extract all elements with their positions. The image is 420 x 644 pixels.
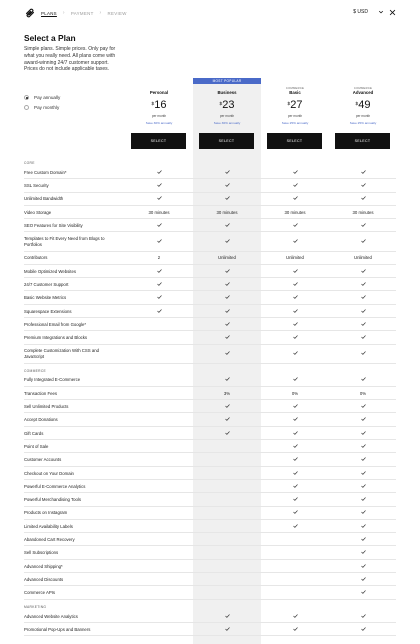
- feature-name: SSL Security: [24, 183, 49, 189]
- plan-name: Business: [217, 90, 237, 95]
- checkmark-icon: [193, 351, 261, 356]
- feature-name: Transaction Fees: [24, 390, 58, 396]
- feature-name: Sell Unlimited Products: [24, 404, 69, 410]
- checkmark-icon: [329, 282, 397, 287]
- feature-row: [24, 623, 396, 636]
- checkmark-icon: [261, 223, 329, 228]
- checkmark-icon: [329, 223, 397, 228]
- feature-row: [24, 493, 396, 506]
- billing-option-monthly[interactable]: [24, 102, 60, 112]
- feature-name: Accept Donations: [24, 417, 58, 423]
- plan-name: Advanced: [352, 90, 374, 95]
- checkmark-icon: [193, 322, 261, 327]
- feature-name: Advanced Shipping*: [24, 563, 63, 569]
- checkmark-icon: [193, 223, 261, 228]
- checkmark-icon: [193, 404, 261, 409]
- checkmark-icon: [261, 431, 329, 436]
- feature-name: Contributors: [24, 255, 48, 261]
- feature-value: 30 minutes: [352, 209, 374, 215]
- checkmark-icon: [329, 239, 397, 244]
- checkmark-icon: [329, 457, 397, 462]
- checkmark-icon: [261, 335, 329, 340]
- feature-value: 30 minutes: [284, 209, 306, 215]
- billing-option-annually[interactable]: [24, 92, 60, 102]
- price-amount: 49: [358, 99, 371, 111]
- checkmark-icon: [329, 614, 397, 619]
- currency-selector[interactable]: [353, 9, 384, 15]
- checkmark-icon: [329, 377, 397, 382]
- checkmark-icon: [329, 309, 397, 314]
- feature-name: 24/7 Customer Support: [24, 281, 69, 287]
- price-period: per month: [287, 114, 303, 118]
- billing-option-label: Pay annually: [34, 94, 61, 100]
- checkmark-icon: [261, 627, 329, 632]
- checkmark-icon: [329, 295, 397, 300]
- feature-row: [24, 206, 396, 219]
- feature-value: 2: [157, 255, 161, 261]
- checkmark-icon: [329, 537, 397, 542]
- feature-row: [24, 427, 396, 440]
- billing-toggle: [24, 92, 60, 112]
- feature-name: Checkout on Your Domain: [24, 470, 74, 476]
- feature-name: Gift Cards: [24, 430, 44, 436]
- checkmark-icon: [261, 417, 329, 422]
- feature-value: Unlimited: [286, 255, 304, 261]
- feature-row: [24, 305, 396, 318]
- price-period: per month: [151, 114, 167, 118]
- checkmark-icon: [261, 457, 329, 462]
- checkmark-icon: [125, 295, 193, 300]
- feature-row: [24, 586, 396, 599]
- checkmark-icon: [193, 377, 261, 382]
- select-personal-button[interactable]: SELECT: [131, 133, 186, 149]
- page-description: Simple plans. Simple prices. Only pay for what you really need. All plans come with award-winning 24/7 customer support. Prices do not include applicable taxes.: [24, 46, 116, 73]
- feature-row: [24, 233, 396, 252]
- feature-value: 0%: [359, 390, 367, 396]
- feature-row: [24, 507, 396, 520]
- checkmark-icon: [193, 309, 261, 314]
- checkmark-icon: [261, 183, 329, 188]
- feature-row: [24, 278, 396, 291]
- checkmark-icon: [261, 196, 329, 201]
- checkmark-icon: [261, 377, 329, 382]
- checkmark-icon: [261, 269, 329, 274]
- plan-name: Basic: [289, 90, 301, 95]
- select-business-button[interactable]: SELECT: [199, 133, 254, 149]
- plan-price: [125, 100, 193, 113]
- checkmark-icon: [261, 510, 329, 515]
- section-label: MARKETING: [24, 604, 47, 609]
- checkmark-icon: [329, 471, 397, 476]
- feature-row: [24, 480, 396, 493]
- feature-name: Basic Website Metrics: [24, 295, 67, 301]
- feature-row: [24, 547, 396, 560]
- checkmark-icon: [329, 497, 397, 502]
- feature-row: [24, 520, 396, 533]
- annual-savings: Save 30% annually: [145, 121, 173, 125]
- feature-name: Powerful Merchandising Tools: [24, 497, 82, 503]
- checkmark-icon: [329, 564, 397, 569]
- step-payment: PAYMENT: [70, 10, 94, 16]
- feature-name: Unlimited Bandwidth: [24, 196, 64, 202]
- feature-name: Complete Customization With CSS and JavaScript: [24, 348, 99, 360]
- section-label: COMMERCE: [24, 368, 46, 373]
- checkmark-icon: [193, 269, 261, 274]
- feature-row: [24, 440, 396, 453]
- checkmark-icon: [329, 417, 397, 422]
- checkmark-icon: [261, 351, 329, 356]
- feature-row: [24, 166, 396, 179]
- chevron-right-icon: ›: [99, 10, 102, 16]
- checkmark-icon: [193, 183, 261, 188]
- feature-name: Customer Accounts: [24, 457, 62, 463]
- feature-name: Point of Sale: [24, 443, 49, 449]
- checkmark-icon: [329, 269, 397, 274]
- checkmark-icon: [329, 170, 397, 175]
- checkmark-icon: [329, 524, 397, 529]
- checkmark-icon: [329, 431, 397, 436]
- checkmark-icon: [261, 322, 329, 327]
- checkmark-icon: [329, 351, 397, 356]
- checkmark-icon: [261, 282, 329, 287]
- plan-eyebrow: COMMERCE: [285, 86, 305, 90]
- checkmark-icon: [125, 170, 193, 175]
- annual-savings: Save 25% annually: [281, 121, 309, 125]
- price-currency: $: [355, 102, 359, 107]
- feature-name: Professional Email from Google*: [24, 321, 87, 327]
- feature-row: [24, 291, 396, 304]
- checkmark-icon: [261, 239, 329, 244]
- checkmark-icon: [261, 524, 329, 529]
- checkmark-icon: [261, 484, 329, 489]
- feature-name: Video Storage: [24, 209, 52, 215]
- plan-eyebrow: COMMERCE: [353, 86, 373, 90]
- feature-name: SEO Features for Site Visibility: [24, 223, 83, 229]
- squarespace-logo-icon[interactable]: [24, 7, 36, 19]
- checkmark-icon: [193, 417, 261, 422]
- feature-value: 3%: [223, 390, 231, 396]
- checkmark-icon: [329, 444, 397, 449]
- checkmark-icon: [193, 282, 261, 287]
- price-currency: $: [151, 102, 155, 107]
- price-amount: 16: [154, 99, 167, 111]
- feature-value: 0%: [291, 390, 299, 396]
- checkmark-icon: [329, 577, 397, 582]
- plan-commerce-basic: [261, 86, 329, 125]
- plan-business: [193, 86, 261, 125]
- checkmark-icon: [329, 183, 397, 188]
- feature-name: Commerce APIs: [24, 590, 56, 596]
- select-commerce-advanced-button[interactable]: SELECT: [335, 133, 390, 149]
- checkmark-icon: [329, 196, 397, 201]
- checkmark-icon: [125, 282, 193, 287]
- feature-name: Fully Integrated E-Commerce: [24, 377, 81, 383]
- feature-row: [24, 219, 396, 232]
- checkmark-icon: [329, 590, 397, 595]
- price-period: per month: [219, 114, 235, 118]
- feature-row: [24, 453, 396, 466]
- section-label: CORE: [24, 161, 35, 165]
- checkmark-icon: [125, 223, 193, 228]
- feature-value: 30 minutes: [216, 209, 238, 215]
- checkmark-icon: [125, 239, 193, 244]
- chevron-down-icon: [378, 9, 384, 15]
- checkmark-icon: [261, 614, 329, 619]
- feature-name: Mobile Optimized Websites: [24, 268, 76, 274]
- plan-name: Personal: [149, 90, 169, 95]
- feature-row: [24, 374, 396, 387]
- plan-price: [261, 100, 329, 113]
- chevron-right-icon: ›: [62, 10, 65, 16]
- checkmark-icon: [329, 335, 397, 340]
- feature-name: Templates to Fit Every Need from Blogs to Portfolios: [24, 236, 105, 247]
- price-currency: $: [219, 102, 223, 107]
- checkmark-icon: [329, 484, 397, 489]
- top-bar: [0, 0, 420, 26]
- billing-option-label: Pay monthly: [34, 104, 60, 110]
- feature-name: Products on Instagram: [24, 510, 68, 516]
- checkmark-icon: [193, 170, 261, 175]
- checkmark-icon: [193, 431, 261, 436]
- feature-row: [24, 467, 396, 480]
- feature-name: Abandoned Cart Recovery: [24, 537, 75, 543]
- feature-row: [24, 573, 396, 586]
- feature-name: Premium Integrations and Blocks: [24, 335, 88, 341]
- feature-row: [24, 331, 396, 344]
- checkmark-icon: [261, 295, 329, 300]
- feature-row: [24, 560, 396, 573]
- page-title: Select a Plan: [24, 33, 76, 43]
- feature-name: Squarespace Extensions: [24, 308, 72, 314]
- checkmark-icon: [125, 196, 193, 201]
- feature-value: Unlimited: [354, 255, 372, 261]
- checkmark-icon: [261, 444, 329, 449]
- feature-name: Advanced Website Analytics: [24, 613, 78, 619]
- checkmark-icon: [193, 239, 261, 244]
- feature-row: [24, 400, 396, 413]
- feature-name: Advanced Discounts: [24, 576, 64, 582]
- checkmark-icon: [193, 614, 261, 619]
- feature-row: [24, 265, 396, 278]
- select-commerce-basic-button[interactable]: SELECT: [267, 133, 322, 149]
- feature-row: [24, 193, 396, 206]
- checkmark-icon: [193, 335, 261, 340]
- checkmark-icon: [261, 170, 329, 175]
- radio-selected-icon[interactable]: [24, 95, 29, 100]
- step-review: REVIEW: [107, 10, 127, 16]
- checkout-steps: [41, 10, 127, 16]
- plan-commerce-advanced: [329, 86, 397, 125]
- checkmark-icon: [261, 309, 329, 314]
- plan-personal: [125, 86, 193, 125]
- checkmark-icon: [329, 404, 397, 409]
- feature-row: [24, 533, 396, 546]
- plan-price: [193, 100, 261, 113]
- price-period: per month: [355, 114, 371, 118]
- feature-value: Unlimited: [218, 255, 236, 261]
- feature-value: 30 minutes: [148, 209, 170, 215]
- checkmark-icon: [329, 627, 397, 632]
- checkmark-icon: [329, 550, 397, 555]
- price-amount: 23: [222, 99, 235, 111]
- checkmark-icon: [329, 510, 397, 515]
- feature-row: [24, 610, 396, 623]
- feature-row: [24, 252, 396, 265]
- checkmark-icon: [193, 295, 261, 300]
- checkmark-icon: [193, 627, 261, 632]
- feature-row: [24, 387, 396, 400]
- plan-price: [329, 100, 397, 113]
- feature-name: Limited Availability Labels: [24, 523, 73, 529]
- annual-savings: Save 25% annually: [349, 121, 377, 125]
- annual-savings: Save 36% annually: [213, 121, 241, 125]
- price-currency: $: [287, 102, 291, 107]
- checkmark-icon: [125, 309, 193, 314]
- checkmark-icon: [261, 404, 329, 409]
- step-plans[interactable]: PLANS: [41, 10, 57, 16]
- radio-unselected-icon[interactable]: [24, 105, 29, 110]
- feature-name: Free Custom Domain*: [24, 169, 67, 175]
- currency-label: $ USD: [353, 9, 368, 15]
- checkmark-icon: [125, 269, 193, 274]
- feature-row: [24, 414, 396, 427]
- feature-name: Sell Subscriptions: [24, 550, 59, 556]
- feature-name: Promotional Pop-Ups and Banners: [24, 626, 91, 632]
- close-icon[interactable]: [389, 9, 396, 16]
- checkmark-icon: [193, 196, 261, 201]
- checkmark-icon: [125, 183, 193, 188]
- feature-row: [24, 179, 396, 192]
- most-popular-badge: MOST POPULAR: [193, 78, 261, 84]
- feature-name: Powerful E-Commerce Analytics: [24, 483, 86, 489]
- checkmark-icon: [329, 322, 397, 327]
- feature-row: [24, 318, 396, 331]
- checkmark-icon: [261, 471, 329, 476]
- checkmark-icon: [261, 497, 329, 502]
- feature-row: [24, 345, 396, 364]
- price-amount: 27: [290, 99, 303, 111]
